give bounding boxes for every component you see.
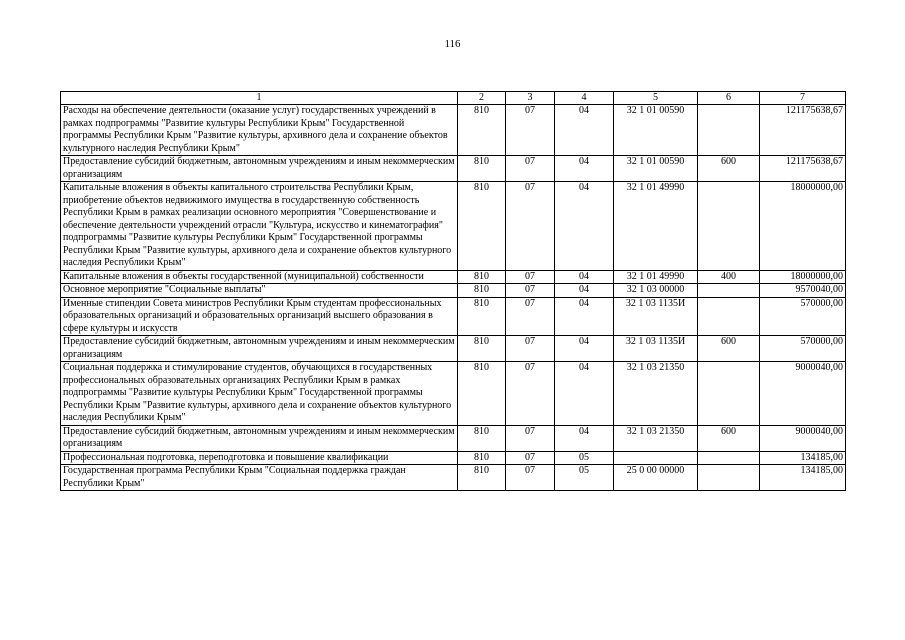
expense-type-code (698, 182, 760, 271)
expense-type-code: 600 (698, 156, 760, 182)
amount: 121175638,67 (760, 105, 846, 156)
table-row (61, 297, 846, 336)
section-code: 07 (506, 451, 555, 465)
subsection-code: 04 (555, 105, 614, 156)
amount: 134185,00 (760, 451, 846, 465)
target-article-code: 32 1 03 00000 (614, 284, 698, 298)
amount: 9000040,00 (760, 362, 846, 426)
subsection-code: 04 (555, 182, 614, 271)
row-description: Предоставление субсидий бюджетным, автономным учреждениям и иным некоммерческим организациям (61, 425, 458, 451)
ministry-code: 810 (458, 284, 506, 298)
expense-type-code (698, 105, 760, 156)
target-article-code: 32 1 01 00590 (614, 105, 698, 156)
section-code: 07 (506, 362, 555, 426)
table-row (61, 451, 846, 465)
expense-type-code: 600 (698, 336, 760, 362)
target-article-code: 32 1 01 49990 (614, 182, 698, 271)
subsection-code: 04 (555, 425, 614, 451)
target-article-code: 25 0 00 00000 (614, 465, 698, 491)
ministry-code: 810 (458, 105, 506, 156)
subsection-code: 04 (555, 297, 614, 336)
row-description: Предоставление субсидий бюджетным, автономным учреждениям и иным некоммерческим организациям (61, 336, 458, 362)
ministry-code: 810 (458, 270, 506, 284)
row-description: Основное мероприятие "Социальные выплаты" (61, 284, 458, 298)
ministry-code: 810 (458, 425, 506, 451)
row-description: Расходы на обеспечение деятельности (оказание услуг) государственных учреждений в рамках подпрограммы "Развитие культуры Республики Крым" Государственной программы Республики Крым "Развитие культуры, архивного дела и сохранение объектов культурного наследия Республики Крым" (61, 105, 458, 156)
table-row (61, 156, 846, 182)
section-code: 07 (506, 284, 555, 298)
column-header: 3 (506, 92, 555, 105)
ministry-code: 810 (458, 336, 506, 362)
amount: 570000,00 (760, 297, 846, 336)
target-article-code: 32 1 03 1135И (614, 336, 698, 362)
section-code: 07 (506, 156, 555, 182)
row-description: Именные стипендии Совета министров Республики Крым студентам профессиональных образовательных организаций и образовательных организаций высшего образования в сфере культуры и искусств (61, 297, 458, 336)
target-article-code (614, 451, 698, 465)
row-description: Социальная поддержка и стимулирование студентов, обучающихся в государственных профессиональных образовательных организациях Республики Крым в рамках подпрограммы "Развитие культуры Республики Крым" Государственной программы Республики Крым "Развитие культуры, архивного дела и сохранение объектов культурного наследия Республики Крым" (61, 362, 458, 426)
table-body (61, 105, 846, 491)
target-article-code: 32 1 03 21350 (614, 425, 698, 451)
subsection-code: 04 (555, 156, 614, 182)
expense-type-code (698, 451, 760, 465)
amount: 121175638,67 (760, 156, 846, 182)
expense-type-code (698, 284, 760, 298)
ministry-code: 810 (458, 156, 506, 182)
ministry-code: 810 (458, 465, 506, 491)
target-article-code: 32 1 01 00590 (614, 156, 698, 182)
subsection-code: 04 (555, 362, 614, 426)
subsection-code: 05 (555, 451, 614, 465)
section-code: 07 (506, 425, 555, 451)
expense-type-code (698, 362, 760, 426)
column-header: 4 (555, 92, 614, 105)
amount: 18000000,00 (760, 182, 846, 271)
header-row (61, 92, 846, 105)
expense-type-code (698, 465, 760, 491)
section-code: 07 (506, 465, 555, 491)
row-description: Предоставление субсидий бюджетным, автономным учреждениям и иным некоммерческим организациям (61, 156, 458, 182)
target-article-code: 32 1 03 1135И (614, 297, 698, 336)
ministry-code: 810 (458, 297, 506, 336)
section-code: 07 (506, 105, 555, 156)
amount: 18000000,00 (760, 270, 846, 284)
table-row (61, 362, 846, 426)
table-row (61, 425, 846, 451)
budget-table (60, 91, 846, 491)
table-row (61, 270, 846, 284)
expense-type-code: 600 (698, 425, 760, 451)
row-description: Капитальные вложения в объекты капитального строительства Республики Крым, приобретение объектов недвижимого имущества в государственную собственность Республики Крым в рамках реализации основного мероприятия "Совершенствование и обеспечение деятельности учреждений отрасли "Культура, искусство и кинематография" подпрограммы "Развитие культуры Республики Крым" Государственной программы Республики Крым "Развитие культуры, архивного дела и сохранение объектов культурного наследия Республики Крым" (61, 182, 458, 271)
subsection-code: 05 (555, 465, 614, 491)
row-description: Государственная программа Республики Крым "Социальная поддержка граждан Республики Крым" (61, 465, 458, 491)
column-header: 7 (760, 92, 846, 105)
table-row (61, 284, 846, 298)
amount: 9000040,00 (760, 425, 846, 451)
row-description: Капитальные вложения в объекты государственной (муниципальной) собственности (61, 270, 458, 284)
column-header: 5 (614, 92, 698, 105)
section-code: 07 (506, 270, 555, 284)
table-row (61, 465, 846, 491)
expense-type-code (698, 297, 760, 336)
section-code: 07 (506, 297, 555, 336)
column-header: 1 (61, 92, 458, 105)
target-article-code: 32 1 03 21350 (614, 362, 698, 426)
table-row (61, 336, 846, 362)
table-row (61, 182, 846, 271)
column-header: 2 (458, 92, 506, 105)
page-number: 116 (444, 38, 461, 50)
section-code: 07 (506, 182, 555, 271)
ministry-code: 810 (458, 182, 506, 271)
amount: 9570040,00 (760, 284, 846, 298)
section-code: 07 (506, 336, 555, 362)
column-header: 6 (698, 92, 760, 105)
target-article-code: 32 1 01 49990 (614, 270, 698, 284)
amount: 134185,00 (760, 465, 846, 491)
subsection-code: 04 (555, 284, 614, 298)
row-description: Профессиональная подготовка, переподготовка и повышение квалификации (61, 451, 458, 465)
subsection-code: 04 (555, 270, 614, 284)
ministry-code: 810 (458, 451, 506, 465)
ministry-code: 810 (458, 362, 506, 426)
subsection-code: 04 (555, 336, 614, 362)
amount: 570000,00 (760, 336, 846, 362)
table-row (61, 105, 846, 156)
expense-type-code: 400 (698, 270, 760, 284)
